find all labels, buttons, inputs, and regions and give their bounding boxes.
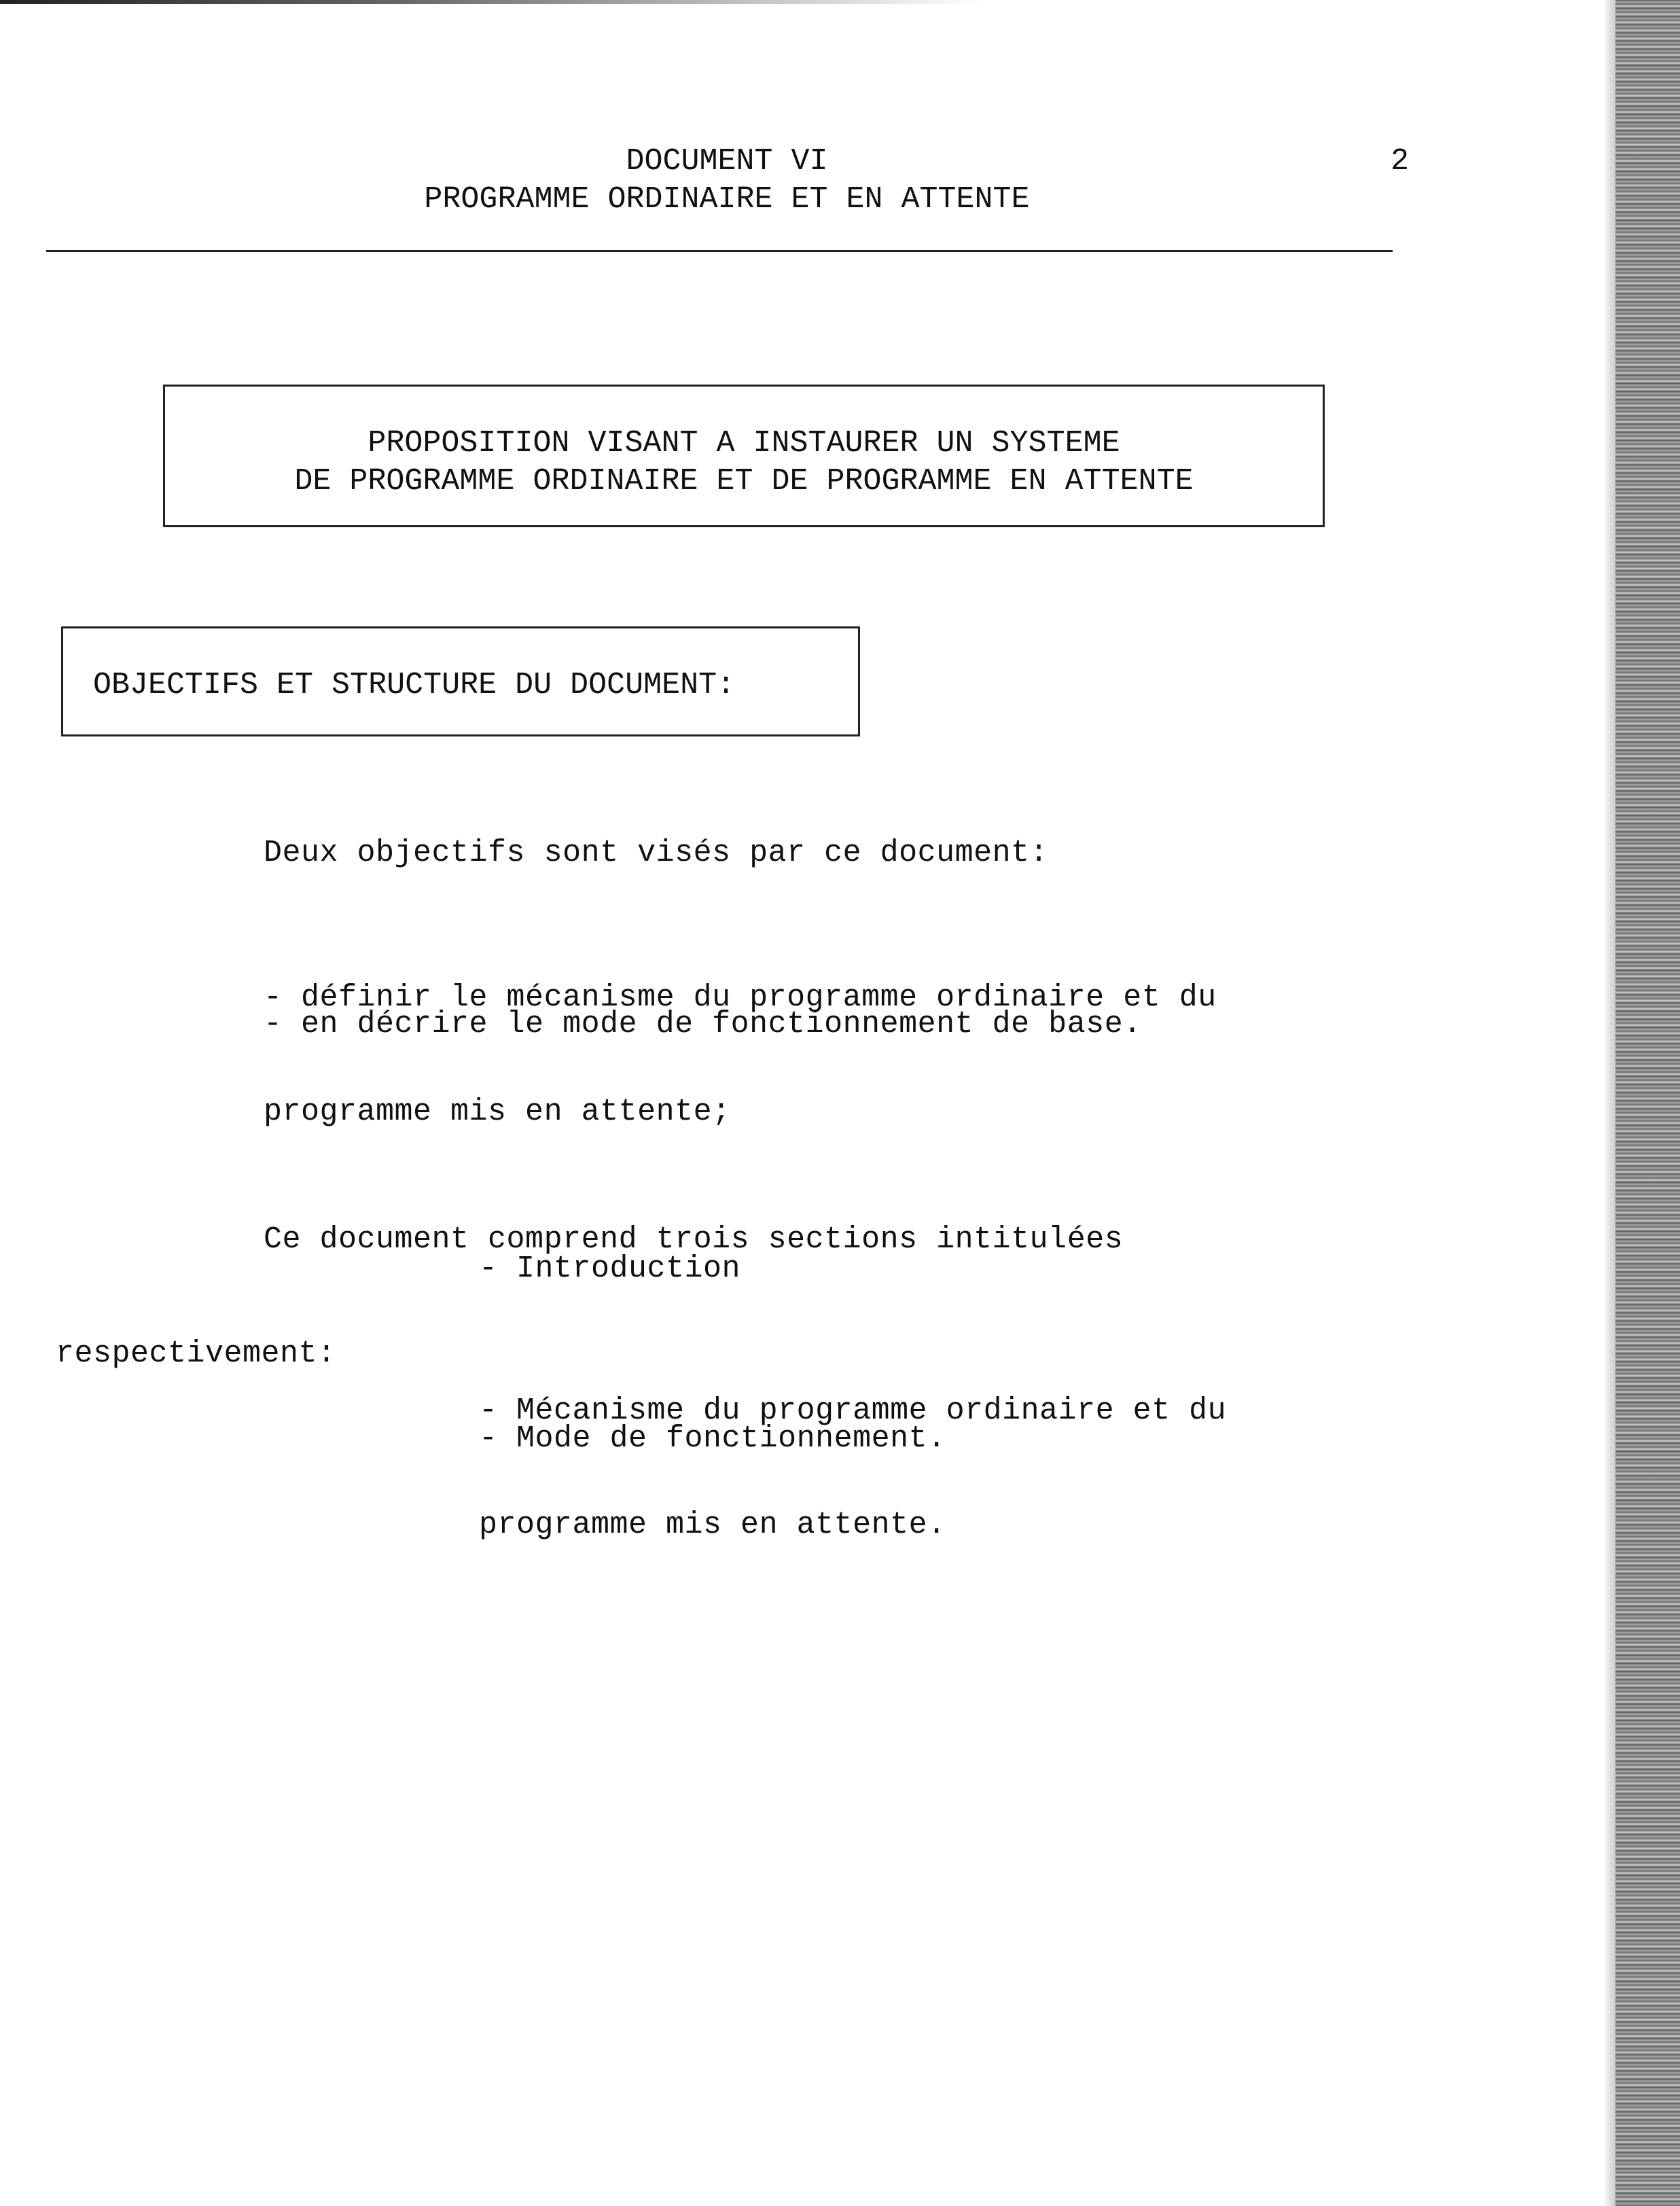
document-header [0,143,1454,219]
objective-item-1-line1: - définir le mécanisme du programme ordinaire et du [264,980,1217,1015]
header-divider [46,250,1393,252]
section-item-3: - Mode de fonctionnement. [479,1421,946,1456]
proposal-title-line1: PROPOSITION VISANT A INSTAURER UN SYSTEME [368,426,1120,461]
document-title: DOCUMENT VI [626,144,828,179]
page-number: 2 [1391,144,1410,179]
structure-intro-line2: respectivement: [56,1336,336,1371]
structure-intro-line1: Ce document comprend trois sections intitulées [264,1222,1124,1257]
objective-item-1-line2: programme mis en attente; [264,1095,731,1129]
objectives-intro: Deux objectifs sont visés par ce document: [264,836,1049,870]
document-subtitle: PROGRAMME ORDINAIRE ET EN ATTENTE [424,182,1030,217]
scan-right-edge [1615,0,1680,2206]
section-item-2 [479,1316,1226,1620]
section-item-1: - Introduction [479,1251,741,1286]
proposal-title-box [163,385,1325,527]
section-heading-box [61,626,860,736]
scan-top-edge [0,0,985,4]
scan-edge-shadow [1603,0,1615,2206]
section-item-2-line1: - Mécanisme du programme ordinaire et du [479,1393,1227,1428]
proposal-title-line2: DE PROGRAMME ORDINAIRE ET DE PROGRAMME EN ATTENTE [294,464,1194,499]
section-heading: OBJECTIFS ET STRUCTURE DU DOCUMENT: [93,668,736,702]
objective-item-2: - en décrire le mode de fonctionnement de base. [264,1007,1142,1042]
section-item-2-line2: programme mis en attente. [479,1508,946,1542]
